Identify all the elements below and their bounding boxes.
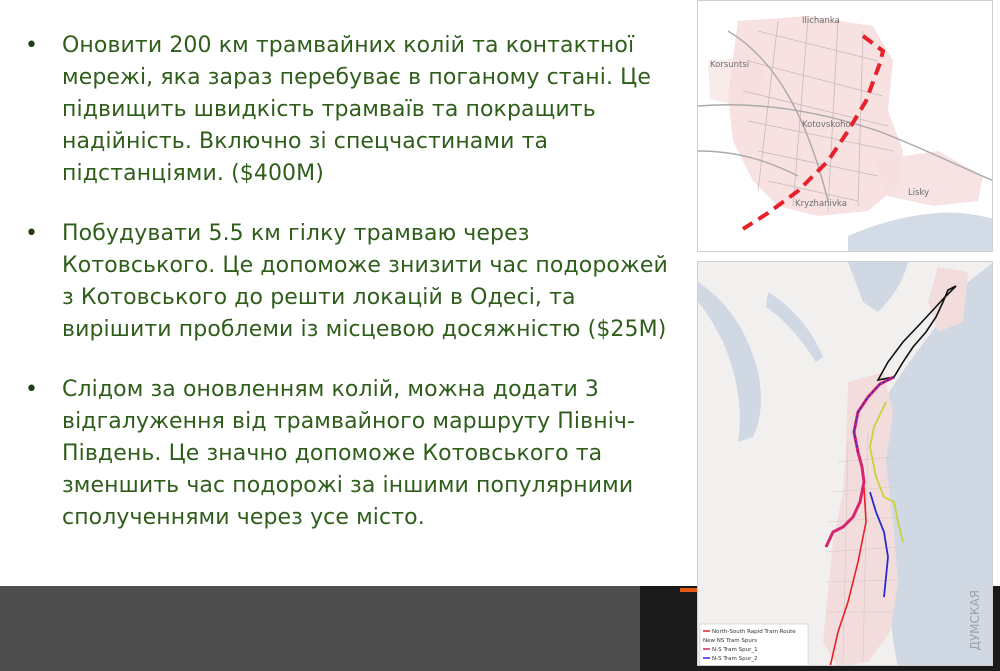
bullet-marker: • [25, 377, 38, 402]
bullet-list [20, 30, 680, 562]
bullet-marker: • [25, 33, 38, 58]
bullet-text: Побудувати 5.5 км гілку трамваю через Котовського. Це допоможе знизити час подорожей з Котовського до решти локацій в Одесі, та вирішити проблеми із місцевою досяжністю ($25M) [62, 221, 668, 342]
bullet-item-3 [20, 374, 680, 534]
map-odesa-graphic [698, 262, 993, 666]
bullet-marker: • [25, 221, 38, 246]
map-kotovskoho [697, 0, 993, 252]
legend-new-spurs: New NS Tram Spurs [703, 638, 757, 644]
label-ilichanka: Ilichanka [802, 16, 840, 26]
label-kotovskoho: Kotovskoho [802, 120, 851, 130]
footer-bar [0, 586, 640, 671]
legend-spur-1: N-S Tram Spur_1 [712, 647, 758, 653]
map-kotovskoho-graphic [698, 1, 993, 252]
label-korsuntsi: Korsuntsi [710, 60, 750, 70]
bullet-item-2 [20, 218, 680, 346]
map-odesa [697, 261, 993, 666]
watermark-dumskaya: ДУМСКАЯ [968, 590, 982, 651]
bullet-text: Оновити 200 км трамвайних колій та контактної мережі, яка зараз перебуває в поганому стані. Це підвищить швидкість трамваїв та покращить надійність. Включно зі спецчастинами та підстанціями. ($400M) [62, 33, 651, 186]
label-kryzhanivka: Kryzhanivka [795, 199, 847, 209]
bullet-text: Слідом за оновленням колій, можна додати 3 відгалуження від трамвайного маршруту Північ-Південь. Це значно допоможе Котовського та зменшить час подорожі за іншими популярними сполученнями через усе місто. [62, 377, 636, 530]
legend-ns-rapid: North-South Rapid Tram Route [712, 629, 796, 635]
label-lisky: Lisky [908, 188, 930, 198]
bullet-item-1 [20, 30, 680, 190]
legend-spur-2: N-S Tram Spur_2 [712, 656, 758, 662]
